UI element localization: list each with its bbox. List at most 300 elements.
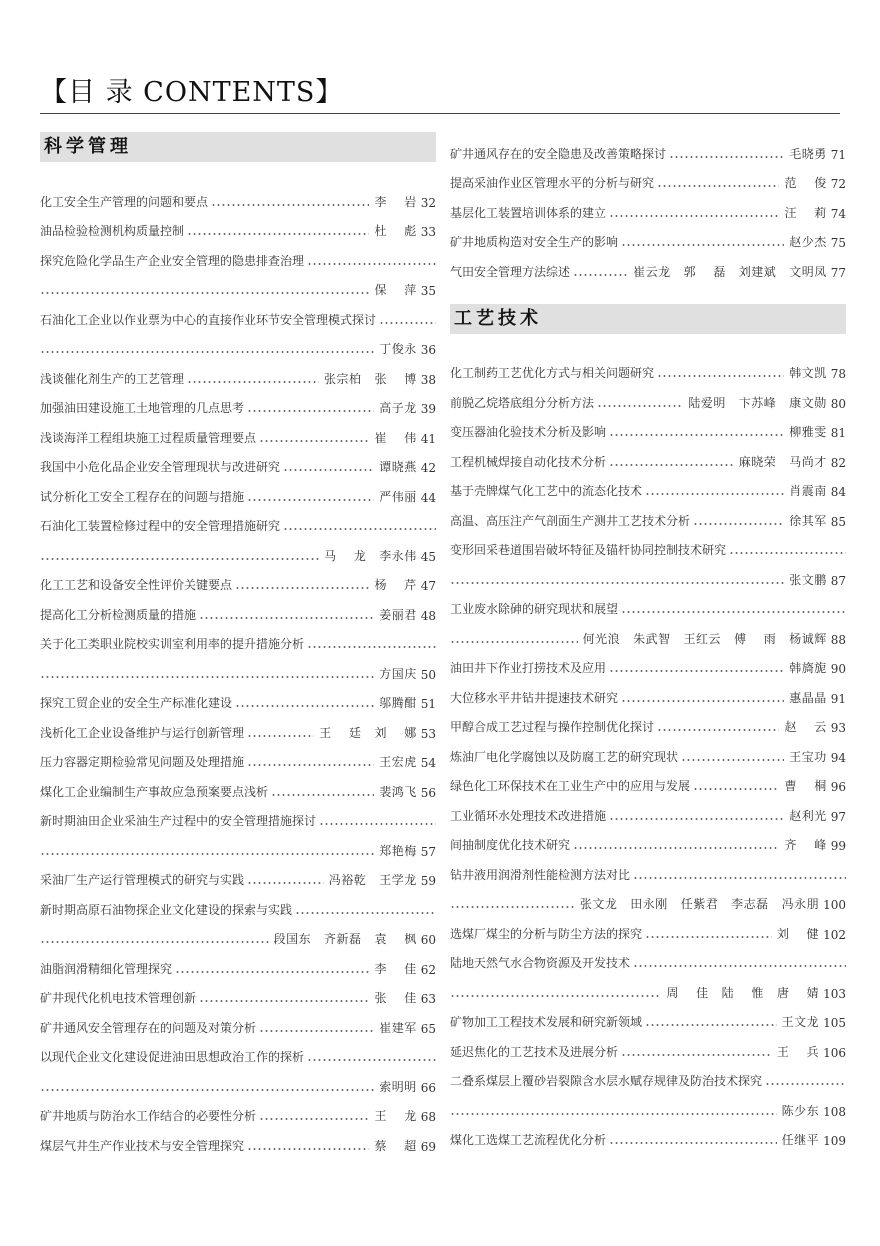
dot-leader (609, 215, 779, 217)
entry-author: 张 佳 (374, 991, 417, 1005)
dot-leader (259, 440, 369, 442)
dot-leader (40, 676, 374, 678)
entry-title: 二叠系煤层上覆砂岩裂隙含水层水赋存规律及防治技术探究 (450, 1074, 763, 1088)
dot-leader (247, 764, 374, 766)
toc-entry (450, 824, 846, 854)
entry-page-number: 78 (830, 367, 846, 381)
entry-page-number: 36 (420, 343, 436, 357)
entry-page-number: 97 (830, 809, 846, 824)
entry-title: 前脱乙烷塔底组分分析方法 (450, 395, 595, 410)
entry-author: 汪 莉 (784, 205, 827, 220)
entry-author: 姜丽君 (379, 607, 417, 622)
entry-page-number: 106 (823, 1045, 846, 1060)
toc-entry (40, 387, 436, 417)
entry-author: 冯裕乾 王学龙 (328, 873, 417, 887)
dot-leader (621, 244, 784, 246)
entry-title: 大位移水平井钻井提速技术研究 (450, 690, 619, 705)
entry-title: 钻井液用润滑剂性能检测方法对比 (450, 867, 631, 882)
entry-page-number: 54 (420, 756, 436, 770)
entry-page-number: 45 (420, 549, 436, 564)
section-science-management (40, 132, 436, 1154)
entry-page-number: 93 (830, 721, 846, 735)
dot-leader (307, 1059, 436, 1061)
dot-leader (450, 641, 578, 643)
entry-author: 齐 峰 (784, 838, 827, 852)
entry-page-number: 75 (830, 236, 846, 250)
dot-leader (450, 995, 661, 997)
toc-entry (450, 221, 846, 251)
toc-entry (40, 652, 436, 682)
toc-entry (40, 829, 436, 859)
dot-leader (199, 1000, 369, 1002)
entry-author: 索明明 (379, 1079, 417, 1094)
entry-title: 矿井通风存在的安全隐患及改善策略探讨 (450, 146, 667, 161)
dot-leader (693, 523, 784, 525)
entry-author: 崔云龙 郭 磊 刘建斌 文明凤 (633, 264, 827, 279)
dot-leader (247, 735, 314, 737)
entry-page-number: 32 (420, 195, 436, 210)
entry-page-number: 65 (420, 1021, 436, 1036)
toc-entry (450, 1060, 846, 1090)
entry-title: 提高采油作业区管理水平的分析与研究 (450, 176, 655, 190)
entry-page-number: 105 (823, 1016, 846, 1030)
entry-title: 陆地天然气水合物资源及开发技术 (450, 956, 631, 970)
entry-author: 保 萍 (374, 283, 417, 297)
entry-title: 延迟焦化的工艺技术及进展分析 (450, 1044, 619, 1059)
toc-entry (450, 162, 846, 192)
dot-leader (259, 1030, 374, 1032)
toc-entry (450, 617, 846, 647)
dot-leader (40, 558, 319, 560)
entry-author: 范 俊 (784, 176, 827, 190)
entry-page-number: 94 (830, 750, 846, 765)
entry-page-number: 102 (823, 927, 846, 942)
toc-entry (450, 250, 846, 280)
toc-entry (450, 971, 846, 1001)
entry-page-number: 48 (420, 608, 436, 623)
dot-leader (657, 729, 779, 731)
entry-title: 炼油厂电化学腐蚀以及防腐工艺的研究现状 (450, 749, 679, 764)
toc-entry (450, 853, 846, 883)
entry-author: 麻晓荣 马尚才 (738, 454, 827, 469)
entry-title: 石油化工装置检修过程中的安全管理措施研究 (40, 519, 281, 533)
toc-entry (40, 564, 436, 594)
toc-entry (40, 977, 436, 1007)
dot-leader (235, 587, 369, 589)
entry-page-number: 57 (420, 844, 436, 859)
toc-entry (40, 800, 436, 830)
entry-title: 高温、高压注产气剖面生产测井工艺技术分析 (450, 513, 691, 528)
entry-title: 压力容器定期检验常见问题及处理措施 (40, 755, 245, 769)
dot-leader (597, 405, 683, 407)
entry-page-number: 56 (420, 785, 436, 800)
entry-author: 陈少东 (781, 1103, 820, 1118)
entry-title: 变压器油化验技术分析及影响 (450, 425, 607, 439)
toc-entry (40, 682, 436, 712)
entry-title: 绿色化工环保技术在工业生产中的应用与发展 (450, 779, 691, 793)
entry-author: 赵利光 (789, 808, 827, 823)
entry-author: 肖震南 (789, 484, 827, 498)
entry-title: 我国中小危化品企业安全管理现状与改进研究 (40, 460, 281, 474)
toc-entry (40, 711, 436, 741)
dot-leader (247, 410, 374, 412)
toc-entry (450, 1089, 846, 1119)
entry-page-number: 35 (420, 284, 436, 298)
entry-page-number: 71 (830, 147, 846, 162)
toc-entry (450, 411, 846, 441)
toc-entry (450, 1030, 846, 1060)
toc-entry (40, 1095, 436, 1125)
dot-leader (307, 263, 436, 265)
entry-page-number: 42 (420, 461, 436, 475)
entry-title: 选煤厂煤尘的分析与防尘方法的探究 (450, 926, 643, 941)
toc-entry (40, 446, 436, 476)
entry-page-number: 82 (830, 455, 846, 470)
entry-list (40, 180, 436, 1154)
entry-title: 探究危险化学品生产企业安全管理的隐患排查治理 (40, 253, 305, 268)
toc-entry (450, 588, 846, 618)
entry-author: 韩文凯 (789, 366, 827, 380)
entry-page-number: 47 (420, 579, 436, 593)
entry-page-number: 72 (830, 177, 846, 191)
dot-leader (247, 882, 324, 884)
entry-page-number: 84 (830, 485, 846, 499)
entry-title: 基层化工装置培训体系的建立 (450, 205, 607, 220)
section-process-technology (450, 304, 846, 1149)
toc-entry (450, 381, 846, 411)
toc-entry (40, 534, 436, 564)
dot-leader (199, 617, 374, 619)
entry-title: 探究工贸企业的安全生产标准化建设 (40, 696, 233, 710)
toc-entry (40, 298, 436, 328)
dot-leader (211, 204, 369, 206)
toc-entry (40, 1036, 436, 1066)
toc-entry (40, 475, 436, 505)
entry-author: 张文鹏 (789, 572, 827, 587)
header-divider (40, 113, 840, 114)
toc-entry (450, 1119, 846, 1149)
entry-page-number: 50 (420, 667, 436, 682)
toc-entry (450, 676, 846, 706)
left-column (40, 132, 436, 1154)
toc-entry (450, 132, 846, 162)
entry-list-continued (450, 132, 846, 280)
entry-author: 赵 云 (784, 720, 827, 734)
entry-title: 矿井现代化机电技术管理创新 (40, 991, 197, 1005)
entry-author: 李 佳 (374, 961, 417, 976)
entry-title: 化工安全生产管理的问题和要点 (40, 194, 209, 209)
entry-author: 曹 桐 (784, 779, 827, 793)
entry-title: 矿井地质与防治水工作结合的必要性分析 (40, 1109, 257, 1123)
entry-page-number: 109 (823, 1134, 846, 1148)
entry-title: 油田井下作业打捞技术及应用 (450, 661, 607, 675)
dot-leader (283, 469, 374, 471)
dot-leader (621, 1054, 772, 1056)
entry-page-number: 68 (420, 1110, 436, 1124)
toc-entry (40, 416, 436, 446)
toc-entry (40, 269, 436, 299)
right-column (450, 132, 846, 1148)
dot-leader (307, 646, 436, 648)
toc-entry (40, 623, 436, 653)
entry-title: 采油厂生产运行管理模式的研究与实践 (40, 873, 245, 887)
entry-page-number: 90 (830, 662, 846, 676)
entry-author: 杨 芹 (374, 578, 417, 592)
toc-entry (40, 1006, 436, 1036)
entry-page-number: 74 (830, 206, 846, 221)
dot-leader (669, 156, 784, 158)
entry-title: 浅谈海洋工程组块施工过程质量管理要点 (40, 430, 257, 445)
dot-leader (645, 1024, 777, 1026)
toc-entry (40, 239, 436, 269)
entry-page-number: 81 (830, 426, 846, 440)
entry-title: 气田安全管理方法综述 (450, 264, 571, 279)
dot-leader (645, 936, 772, 938)
entry-author: 王文龙 (781, 1015, 820, 1029)
toc-entry (450, 912, 846, 942)
entry-author: 丁俊永 (379, 342, 417, 356)
entry-title: 间抽制度优化技术研究 (450, 838, 571, 852)
entry-list (450, 352, 846, 1149)
entry-title: 浅析化工企业设备维护与运行创新管理 (40, 725, 245, 740)
entry-author: 何光浪 朱武智 王红云 傅 雨 杨诚辉 (582, 631, 827, 646)
dot-leader (729, 552, 846, 554)
dot-leader (187, 233, 369, 235)
toc-entry (450, 470, 846, 500)
dot-leader (271, 794, 374, 796)
toc-entry (40, 593, 436, 623)
toc-entry (450, 1001, 846, 1031)
dot-leader (633, 965, 846, 967)
toc-entry (450, 883, 846, 913)
entry-title: 矿井通风安全管理存在的问题及对策分析 (40, 1020, 257, 1035)
entry-author: 邬腾酣 (379, 696, 417, 710)
dot-leader (681, 759, 784, 761)
toc-entry (450, 706, 846, 736)
dot-leader (40, 292, 369, 294)
entry-title: 煤化工企业编制生产事故应急预案要点浅析 (40, 784, 269, 799)
entry-page-number: 88 (830, 632, 846, 647)
entry-author: 张宗柏 张 博 (324, 371, 417, 386)
entry-page-number: 69 (420, 1139, 436, 1154)
dot-leader (609, 1142, 777, 1144)
entry-author: 王宏虎 (379, 755, 417, 769)
dot-leader (40, 941, 269, 943)
entry-author: 崔 伟 (374, 430, 417, 445)
entry-title: 加强油田建设施工土地管理的几点思考 (40, 401, 245, 415)
dot-leader (573, 274, 628, 276)
entry-author: 王 龙 (374, 1109, 417, 1123)
entry-title: 工业废水除砷的研究现状和展望 (450, 602, 619, 616)
toc-entry (40, 357, 436, 387)
dot-leader (645, 493, 784, 495)
entry-author: 蔡 超 (374, 1138, 417, 1153)
entry-author: 张文龙 田永刚 任紫君 李志磊 冯永朋 (579, 897, 820, 911)
contents-title: 【目 录 CONTENTS】 (40, 77, 344, 108)
toc-entry (40, 210, 436, 240)
toc-entry (450, 765, 846, 795)
entry-page-number: 33 (420, 225, 436, 239)
entry-title: 煤化工选煤工艺流程优化分析 (450, 1133, 607, 1147)
toc-entry (450, 499, 846, 529)
contents-header (40, 66, 840, 114)
dot-leader (40, 351, 374, 353)
entry-page-number: 53 (420, 726, 436, 741)
section-title: 工艺技术 (450, 304, 846, 334)
entry-author: 毛晓勇 (789, 146, 827, 161)
entry-author: 郑艳梅 (379, 843, 417, 858)
entry-title: 基于壳牌煤气化工艺中的流态化技术 (450, 484, 643, 498)
entry-page-number: 85 (830, 514, 846, 529)
entry-author: 刘 健 (776, 926, 820, 941)
entry-page-number: 59 (420, 874, 436, 888)
dot-leader (40, 853, 374, 855)
entry-author: 方国庆 (379, 666, 417, 681)
entry-page-number: 39 (420, 402, 436, 416)
entry-author: 马 龙 李永伟 (324, 548, 417, 563)
dot-leader (175, 971, 369, 973)
entry-title: 以现代企业文化建设促进油田思想政治工作的探析 (40, 1050, 305, 1064)
dot-leader (609, 818, 784, 820)
toc-entry (450, 794, 846, 824)
dot-leader (633, 877, 846, 879)
entry-title: 矿井地质构造对安全生产的影响 (450, 235, 619, 249)
entry-author: 赵少杰 (789, 235, 827, 249)
entry-page-number: 108 (823, 1104, 846, 1119)
entry-page-number: 77 (830, 265, 846, 280)
toc-entry (40, 1065, 436, 1095)
entry-author: 杜 彪 (374, 224, 417, 238)
entry-title: 煤层气井生产作业技术与安全管理探究 (40, 1138, 245, 1153)
entry-title: 石油化工企业以作业票为中心的直接作业环节安全管理模式探讨 (40, 312, 377, 327)
entry-title: 甲醇合成工艺过程与操作控制优化探讨 (450, 720, 655, 734)
toc-entry (40, 770, 436, 800)
entry-page-number: 96 (830, 780, 846, 794)
toc-entry (40, 1124, 436, 1154)
entry-title: 工程机械焊接自动化技术分析 (450, 454, 607, 469)
entry-author: 陆爱明 卞苏峰 康文勋 (688, 395, 827, 410)
toc-entry (450, 558, 846, 588)
entry-page-number: 80 (830, 396, 846, 411)
entry-page-number: 60 (420, 933, 436, 947)
dot-leader (450, 1113, 777, 1115)
entry-title: 新时期高原石油物探企业文化建设的探索与实践 (40, 902, 293, 917)
entry-author: 周 佳 陆 惟 唐 婧 (666, 985, 820, 1000)
entry-title: 变形回采巷道围岩破坏特征及锚杆协同控制技术研究 (450, 543, 727, 557)
entry-author: 段国东 齐新磊 袁 枫 (273, 932, 417, 946)
toc-entry (40, 328, 436, 358)
entry-author: 惠晶晶 (789, 690, 827, 705)
entry-title: 新时期油田企业采油生产过程中的安全管理措施探讨 (40, 814, 317, 828)
entry-author: 王 兵 (776, 1044, 820, 1059)
entry-page-number: 99 (830, 839, 846, 853)
entry-author: 谭晓燕 (379, 460, 417, 474)
entry-title: 试分析化工安全工程存在的问题与措施 (40, 489, 245, 504)
entry-author: 裴鸿飞 (379, 784, 417, 799)
dot-leader (657, 375, 784, 377)
entry-title: 化工制药工艺优化方式与相关问题研究 (450, 366, 655, 380)
entry-page-number: 62 (420, 962, 436, 977)
toc-entry (40, 741, 436, 771)
entry-author: 崔建军 (379, 1020, 417, 1035)
dot-leader (187, 381, 319, 383)
dot-leader (609, 464, 734, 466)
entry-author: 高子龙 (379, 401, 417, 415)
dot-leader (450, 582, 784, 584)
dot-leader (40, 1089, 374, 1091)
toc-entry (450, 352, 846, 382)
dot-leader (693, 788, 779, 790)
entry-title: 关于化工类职业院校实训室利用率的提升措施分析 (40, 637, 305, 651)
dot-leader (295, 912, 436, 914)
entry-author: 徐其军 (789, 513, 827, 528)
dot-leader (235, 705, 374, 707)
entry-page-number: 38 (420, 372, 436, 387)
entry-page-number: 66 (420, 1080, 436, 1095)
entry-page-number: 103 (823, 986, 846, 1001)
entry-title: 浅谈催化剂生产的工艺管理 (40, 371, 185, 386)
dot-leader (247, 1148, 369, 1150)
dot-leader (379, 322, 436, 324)
entry-author: 柳雅雯 (789, 425, 827, 439)
entry-author: 严伟丽 (379, 489, 417, 504)
entry-page-number: 91 (830, 691, 846, 706)
entry-page-number: 41 (420, 431, 436, 446)
dot-leader (259, 1118, 369, 1120)
toc-entry (40, 918, 436, 948)
entry-page-number: 44 (420, 490, 436, 505)
entry-author: 韩旖旎 (789, 661, 827, 675)
section-title: 科学管理 (40, 132, 436, 162)
entry-page-number: 63 (420, 992, 436, 1006)
toc-entry (40, 505, 436, 535)
entry-title: 提高化工分析检测质量的措施 (40, 607, 197, 622)
entry-author: 李 岩 (374, 194, 417, 209)
dot-leader (319, 823, 436, 825)
entry-author: 王宝功 (789, 749, 827, 764)
dot-leader (247, 499, 374, 501)
toc-entry (40, 180, 436, 210)
toc-entry (450, 440, 846, 470)
toc-entry (450, 647, 846, 677)
dot-leader (621, 611, 846, 613)
entry-title: 油脂润滑精细化管理探究 (40, 961, 173, 976)
toc-entry (450, 191, 846, 221)
dot-leader (609, 434, 784, 436)
entry-title: 工业循环水处理技术改进措施 (450, 808, 607, 823)
entry-author: 王 廷 刘 娜 (319, 725, 417, 740)
entry-title: 油品检验检测机构质量控制 (40, 224, 185, 238)
toc-entry (450, 942, 846, 972)
dot-leader (450, 906, 575, 908)
dot-leader (657, 185, 779, 187)
dot-leader (765, 1083, 846, 1085)
entry-page-number: 100 (823, 898, 846, 912)
entry-title: 化工工艺和设备安全性评价关键要点 (40, 578, 233, 592)
entry-page-number: 87 (830, 573, 846, 588)
dot-leader (283, 528, 436, 530)
dot-leader (573, 847, 779, 849)
entry-author: 任继平 (781, 1133, 820, 1147)
dot-leader (609, 670, 784, 672)
toc-entry (450, 529, 846, 559)
toc-entry (40, 947, 436, 977)
entry-page-number: 51 (420, 697, 436, 711)
toc-entry (450, 735, 846, 765)
toc-entry (40, 888, 436, 918)
dot-leader (621, 700, 784, 702)
toc-entry (40, 859, 436, 889)
